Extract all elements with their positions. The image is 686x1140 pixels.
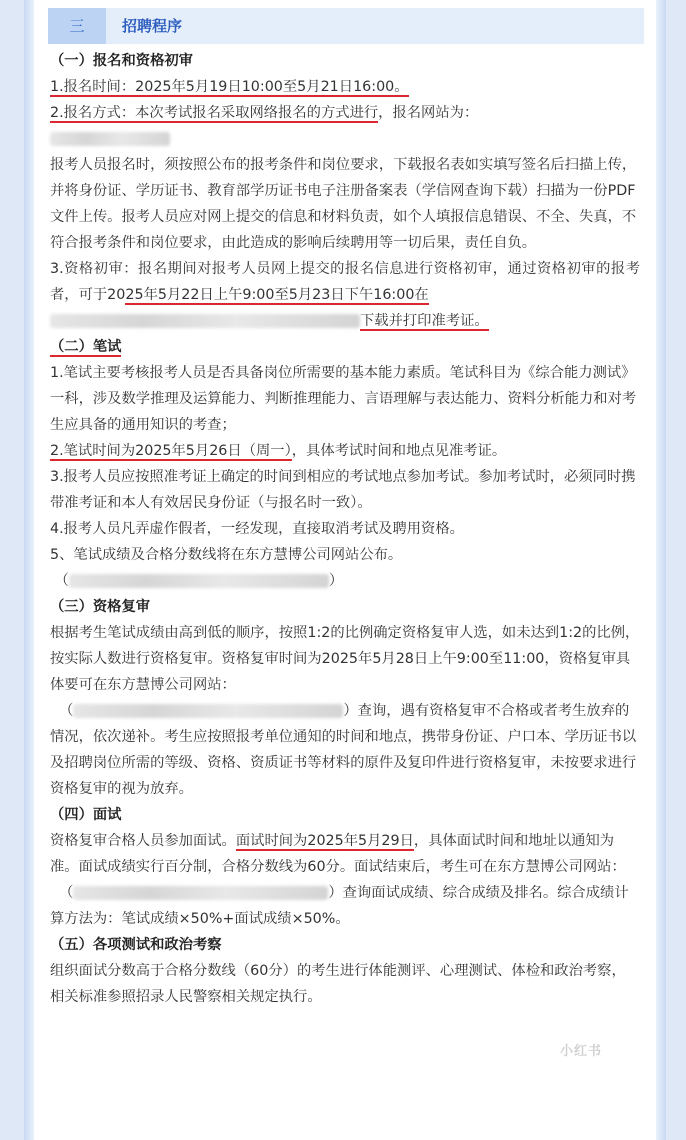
redacted-url: [69, 574, 329, 588]
requal-paragraph-1: 根据考生笔试成绩由高到低的顺序，按照1:2的比例确定资格复审人选，如未达到1:2的比例，按实际人数进行资格复审。资格复审时间为2025年5月28日上午9:00至11:00，资格复审具体要可在东方慧博公司网站：: [50, 625, 640, 693]
interview-a: 资格复审合格人员参加面试。: [50, 833, 236, 849]
paren-open: （: [59, 703, 74, 719]
initial-review-b: 25年5月22日上午9:00至5月23日下午16:00在: [125, 287, 429, 303]
exam-paragraph-5: 5、笔试成绩及合格分数线将在东方慧博公司网站公布。: [50, 547, 403, 563]
interview-c: ，具体面试时间和地址以通知为准。面试成绩实行百分制，合格分数线为60分。面试结束后，考生可在东方慧博公司网站：: [50, 833, 626, 875]
initial-review-c: 下载并打印准考证。: [360, 313, 489, 329]
initial-review-a: 3.资格初审：报名期间对报考人员网上提交的报名信息进行资格初审，通过资格初审的报考者，可于20: [50, 261, 640, 303]
heading-requalification: （三）资格复审: [50, 599, 151, 615]
heading-registration: （一）报名和资格初审: [50, 53, 193, 69]
exam-date: 2.笔试时间为2025年5月26日（周一）: [50, 443, 292, 459]
heading-interview: （四）面试: [50, 807, 122, 823]
document-page: [34, 0, 656, 1140]
section-title: 招聘程序: [122, 17, 183, 35]
registration-method: 2.报名方式：本次考试报名采取网络报名的方式进行: [50, 105, 379, 121]
left-border: [24, 0, 34, 1140]
tests-paragraph: 组织面试分数高于合格分数线（60分）的考生进行体能测评、心理测试、体检和政治考察，相关标准参照招录人民警察相关规定执行。: [50, 963, 626, 1005]
paren-close: ）: [328, 573, 344, 589]
exam-paragraph-1: 1.笔试主要考核报考人员是否具备岗位所需要的基本能力素质。笔试科目为《综合能力测试》一科，涉及数学推理及运算能力、判断推理能力、言语理解与表达能力、资料分析能力和对考生应具备的通用知识的考查；: [50, 365, 637, 433]
paren-open: （: [54, 573, 69, 589]
interview-date: 面试时间为2025年5月29日: [235, 833, 414, 849]
heading-tests: （五）各项测试和政治考察: [50, 937, 222, 953]
section-number: 三: [48, 8, 106, 44]
exam-paragraph-3: 3.报考人员应按照准考证上确定的时间到相应的考试地点参加考试。参加考试时，必须同时携带准考证和本人有效居民身份证（与报名时一致）。: [50, 469, 636, 511]
registration-paragraph: 报考人员报名时，须按照公布的报考条件和岗位要求，下载报名表如实填写签名后扫描上传，并将身份证、学历证书、教育部学历证书电子注册备案表（学信网查询下载）扫描为一份PDF文件上传。报考人员应对网上提交的信息和材料负责，如个人填报信息错误、不全、失真，不符合报考条件和岗位要求，由此造成的影响后续聘用等一切后果，责任自负。: [50, 157, 637, 251]
redacted-url: [50, 314, 360, 328]
registration-time: 1.报名时间：2025年5月19日10:00至5月21日16:00。: [50, 79, 409, 95]
right-border: [656, 0, 666, 1140]
section-header: [48, 8, 644, 44]
heading-written-exam: （二）笔试: [50, 339, 122, 355]
document-body: [50, 48, 640, 1010]
redacted-url: [50, 132, 170, 146]
redacted-url: [73, 704, 343, 718]
interview-paragraph-2: ）查询面试成绩、综合成绩及排名。综合成绩计算方法为：笔试成绩×50%+面试成绩×50%。: [50, 885, 629, 927]
exam-paragraph-4: 4.报考人员凡弄虚作假者，一经发现，直接取消考试及聘用资格。: [50, 521, 464, 537]
registration-site-label: ，报名网站为：: [378, 105, 479, 121]
watermark-logo: 小红书: [560, 1044, 603, 1059]
paren-open: （: [59, 885, 74, 901]
exam-date-note: ，具体考试时间和地点见准考证。: [291, 443, 507, 459]
redacted-url: [73, 886, 328, 900]
requal-paragraph-2: ）查询，遇有资格复审不合格或者考生放弃的情况，依次递补。考生应按照报考单位通知的时间和地点，携带身份证、户口本、学历证书以及招聘岗位所需的等级、资格、资质证书等材料的原件及复印件进行资格复审，未按要求进行资格复审的视为放弃。: [50, 703, 637, 797]
